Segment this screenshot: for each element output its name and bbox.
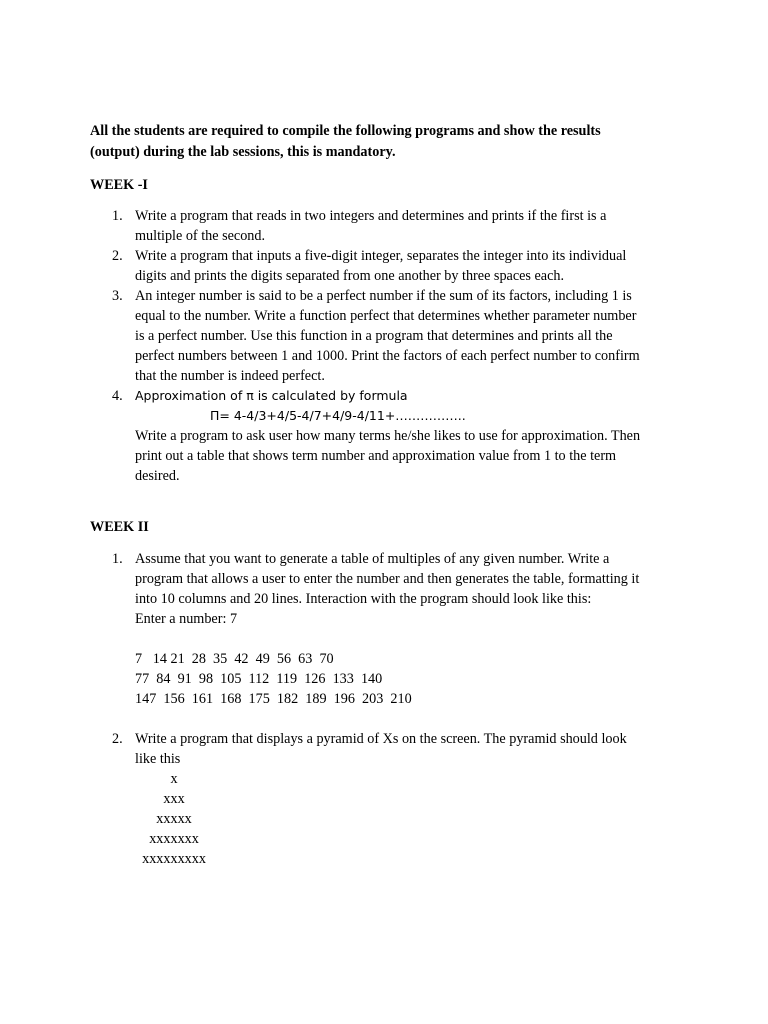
week-1-heading: WEEK -I — [90, 177, 148, 193]
question-line: desired. — [135, 468, 180, 484]
question-line: Enter a number: 7 — [135, 611, 238, 627]
week-2-question-1 — [90, 549, 680, 729]
intro-paragraph — [90, 121, 690, 163]
question-line: perfect numbers between 1 and 1000. Print the factors of each perfect number to confirm — [135, 348, 640, 364]
blank-line — [135, 629, 680, 649]
question-line: equal to the number. Write a function perfect that determines whether parameter number — [135, 308, 637, 324]
question-line: multiple of the second. — [135, 228, 266, 244]
week-1-question-2 — [90, 246, 680, 286]
week-2-heading: WEEK II — [90, 519, 149, 535]
week-1-question-4 — [90, 386, 680, 486]
blank-line — [135, 709, 680, 729]
question-line: that the number is indeed perfect. — [135, 368, 325, 384]
week-1-question-3 — [90, 286, 680, 386]
question-number: 1. — [112, 551, 123, 567]
question-line: is a perfect number. Use this function in a program that determines and prints all the — [135, 328, 613, 344]
pyramid-row: xxxxxxxxx — [135, 851, 206, 867]
question-line: print out a table that shows term number and approximation value from 1 to the term — [135, 448, 617, 464]
week-1-question-1 — [90, 206, 680, 246]
intro-line: (output) during the lab sessions, this is mandatory. — [90, 144, 396, 160]
pyramid-row: xxxxx — [135, 811, 192, 827]
intro-line: All the students are required to compile the following programs and show the results — [90, 123, 601, 139]
sample-output-line: 147 156 161 168 175 182 189 196 203 210 — [135, 691, 412, 707]
week-2-list — [90, 549, 680, 869]
pi-formula: Π= 4-4/3+4/5-4/7+4/9-4/11+…………….. — [210, 408, 466, 423]
question-number: 4. — [112, 388, 123, 404]
question-number: 2. — [112, 248, 123, 264]
question-line: digits and prints the digits separated from one another by three spaces each. — [135, 268, 565, 284]
question-title: Approximation of π is calculated by formula — [135, 388, 408, 403]
question-line: into 10 columns and 20 lines. Interaction with the program should look like this: — [135, 591, 592, 607]
sample-output-line: 7 14 21 28 35 42 49 56 63 70 — [135, 651, 334, 667]
pyramid-row: xxx — [135, 791, 185, 807]
question-line: Write a program that inputs a five-digit integer, separates the integer into its individual — [135, 248, 627, 264]
week-2-question-2 — [90, 729, 680, 869]
question-line: An integer number is said to be a perfect number if the sum of its factors, including 1 is — [135, 288, 632, 304]
question-line: program that allows a user to enter the number and then generates the table, formatting it — [135, 571, 640, 587]
question-number: 3. — [112, 288, 123, 304]
question-line: Write a program that reads in two integers and determines and prints if the first is a — [135, 208, 607, 224]
question-line: Assume that you want to generate a table of multiples of any given number. Write a — [135, 551, 610, 567]
question-line: Write a program to ask user how many terms he/she likes to use for approximation. Then — [135, 428, 641, 444]
question-line: Write a program that displays a pyramid of Xs on the screen. The pyramid should look — [135, 731, 627, 747]
question-number: 1. — [112, 208, 123, 224]
question-line: like this — [135, 751, 181, 767]
question-number: 2. — [112, 731, 123, 747]
pyramid-row: xxxxxxx — [135, 831, 199, 847]
week-1-list — [90, 206, 680, 486]
sample-output-line: 77 84 91 98 105 112 119 126 133 140 — [135, 671, 383, 687]
pyramid-row: x — [135, 771, 178, 787]
